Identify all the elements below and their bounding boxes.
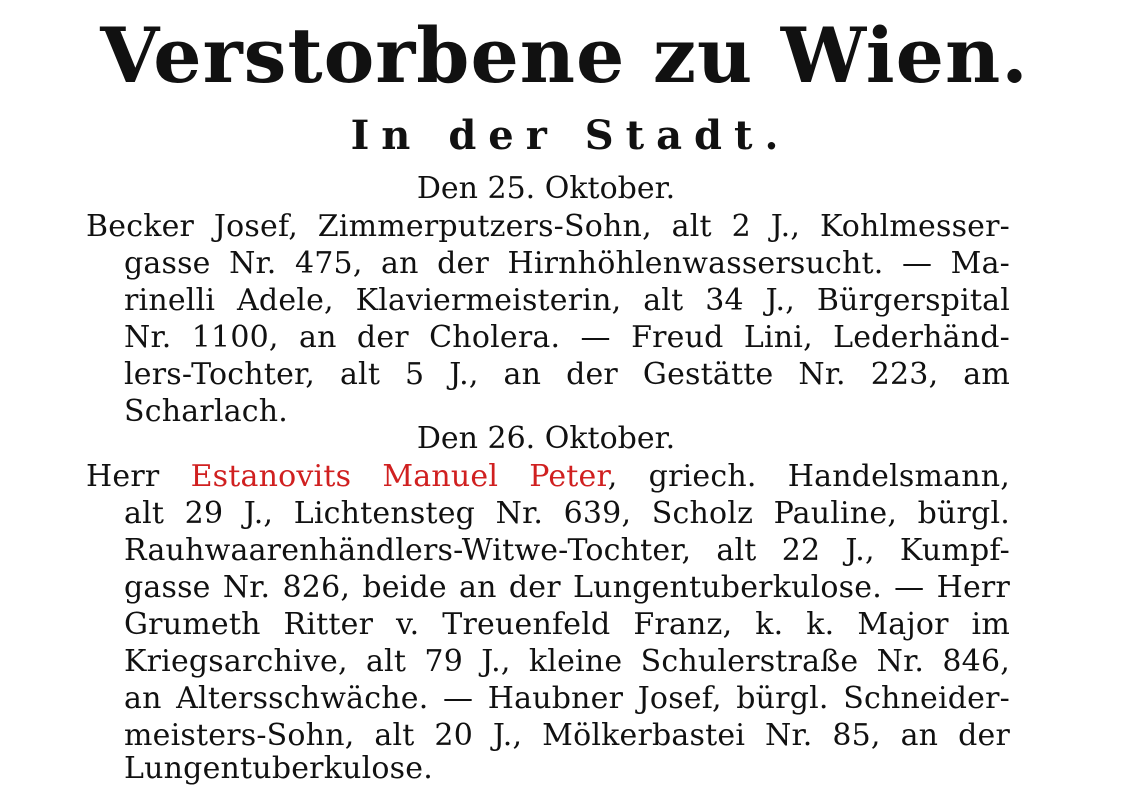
entry-line: Scharlach.: [124, 394, 289, 429]
document-title: Verstorbene zu Wien.: [100, 11, 1029, 100]
entry-suffix: , griech. Handelsmann,: [607, 459, 1011, 494]
date-heading: Den 26. Oktober.: [416, 421, 676, 456]
entry-line: alt 29 J., Lichtensteg Nr. 639, Scholz Pauline, bürgl.: [124, 496, 1010, 531]
entry-line: gasse Nr. 826, beide an der Lungentuberkulose. — Herr: [124, 570, 1010, 605]
entry-line: Rauhwaarenhändlers-Witwe-Tochter, alt 22 J., Kumpf-: [124, 533, 1010, 568]
section-heading: In der Stadt.: [350, 112, 791, 159]
entry-line: Nr. 1100, an der Cholera. — Freud Lini, Lederhänd-: [124, 320, 1010, 355]
date-heading: Den 25. Oktober.: [416, 171, 676, 206]
entry-prefix: Herr: [86, 459, 160, 494]
entry-line: Lungentuberkulose.: [124, 751, 433, 786]
entry-line: an Altersschwäche. — Haubner Josef, bürgl. Schneider-: [124, 681, 1010, 716]
entry-line: [86, 458, 1010, 496]
entry-line: Becker Josef, Zimmerputzers-Sohn, alt 2 J., Kohlmesser-: [86, 209, 1010, 244]
entry-line: Kriegsarchive, alt 79 J., kleine Schulerstraße Nr. 846,: [124, 644, 1010, 679]
entry-line: lers-Tochter, alt 5 J., an der Gestätte Nr. 223, am: [124, 357, 1010, 392]
entry-line: rinelli Adele, Klaviermeisterin, alt 34 J., Bürgerspital: [124, 283, 1010, 318]
entry-line: meisters-Sohn, alt 20 J., Mölkerbastei Nr. 85, an der: [124, 718, 1010, 753]
entry-line: Grumeth Ritter v. Treuenfeld Franz, k. k. Major im: [124, 607, 1010, 642]
entry-line: gasse Nr. 475, an der Hirnhöhlenwassersucht. — Ma-: [124, 246, 1010, 281]
highlighted-name: Estanovits Manuel Peter: [190, 459, 608, 494]
